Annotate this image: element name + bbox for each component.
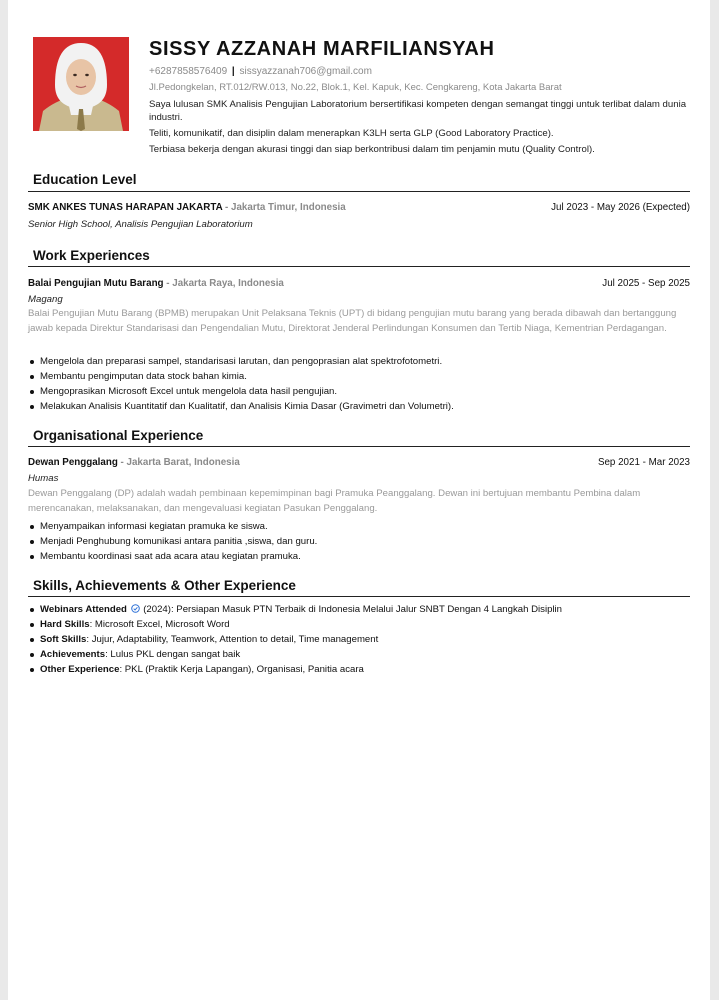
summary-line: Saya lulusan SMK Analisis Pengujian Laboratorium bersertifikasi kompeten dengan semangat tinggi untuk terlibat dalam dunia industri. — [149, 99, 687, 123]
contact-line — [149, 66, 372, 77]
education-dates: Jul 2023 - May 2026 (Expected) — [551, 202, 690, 213]
skill-text: : Microsoft Excel, Microsoft Word — [89, 619, 230, 630]
skills-section-title: Skills, Achievements & Other Experience — [33, 578, 296, 593]
list-item: Membantu pengimputan data stock bahan kimia. — [28, 369, 690, 384]
skill-label: Other Experience — [40, 664, 120, 675]
skill-label: Hard Skills — [40, 619, 90, 630]
summary-line: Terbiasa bekerja dengan akurasi tinggi dan siap berkontribusi dalam tim penjamin mutu (Quality Control). — [149, 144, 595, 155]
organisation-name: Dewan Penggalang — [28, 457, 118, 468]
contact-separator: | — [231, 66, 235, 77]
check-circle-icon — [131, 604, 140, 613]
organisation-bullet-list — [28, 519, 690, 564]
skills-bullet-list — [28, 602, 690, 677]
list-item: Mengelola dan preparasi sampel, standarisasi larutan, dan pengoprasian alat spektrofotometri. — [28, 354, 690, 369]
school-location: - Jakarta Timur, Indonesia — [222, 202, 346, 213]
education-section-title: Education Level — [33, 172, 137, 187]
work-location: - Jakarta Raya, Indonesia — [163, 278, 284, 289]
section-divider — [28, 191, 690, 192]
organisation-role: Humas — [28, 473, 59, 484]
work-entry-header — [28, 278, 690, 289]
list-item: Menjadi Penghubung komunikasi antara panitia ,siswa, dan guru. — [28, 534, 690, 549]
summary-line: Teliti, komunikatif, dan disiplin dalam menerapkan K3LH serta GLP (Good Laboratory Practice). — [149, 128, 554, 139]
skill-text: : PKL (Praktik Kerja Lapangan), Organisasi, Panitia acara — [119, 664, 364, 675]
section-divider — [28, 596, 690, 597]
work-description: Balai Pengujian Mutu Barang (BPMB) merupakan Unit Pelaksana Teknis (UPT) di bidang pengujian mutu barang yang berada dibawah dan bertanggung jawab kepada Direktur Standarisasi dan Pengendalian Mutu, Direktorat Jenderal Perlindungan Konsumen dan Tertib Niaga, Kementrian Perdagangan. — [28, 308, 677, 334]
home-address: Jl.Pedongkelan, RT.012/RW.013, No.22, Blok.1, Kel. Kapuk, Kec. Cengkareng, Kota Jakarta Barat — [149, 82, 562, 93]
education-program: Senior High School, Analisis Pengujian Laboratorium — [28, 219, 253, 230]
list-item — [28, 662, 690, 677]
work-dates: Jul 2025 - Sep 2025 — [602, 278, 690, 289]
list-item — [28, 632, 690, 647]
profile-photo — [33, 37, 129, 131]
school-name: SMK ANKES TUNAS HARAPAN JAKARTA — [28, 202, 223, 213]
work-section-title: Work Experiences — [33, 248, 150, 263]
email-address: sissyazzanah706@gmail.com — [239, 66, 372, 77]
skill-label: Webinars Attended — [40, 604, 127, 615]
organisation-description: Dewan Penggalang (DP) adalah wadah pembinaan kepemimpinan bagi Pramuka Peanggalang. Dewan ini bertujuan membantu Pembina dalam merencanakan, melaksanakan, dan mengevaluasi kegiatan Pasukan Penggalang. — [28, 488, 641, 514]
education-entry-header — [28, 202, 690, 213]
skill-text: (2024): Persiapan Masuk PTN Terbaik di Indonesia Melalui Jalur SNBT Dengan 4 Langkah Disiplin — [140, 604, 563, 615]
list-item: Membantu koordinasi saat ada acara atau kegiatan pramuka. — [28, 549, 690, 564]
work-role: Magang — [28, 294, 63, 305]
organisation-dates: Sep 2021 - Mar 2023 — [597, 457, 690, 468]
skill-label: Soft Skills — [40, 634, 87, 645]
list-item: Mengoprasikan Microsoft Excel untuk mengelola data hasil pengujian. — [28, 384, 690, 399]
list-item: Melakukan Analisis Kuantitatif dan Kualitatif, dan Analisis Kimia Dasar (Gravimetri dan Volumetri). — [28, 399, 690, 414]
section-divider — [28, 446, 690, 447]
section-divider — [28, 266, 690, 267]
work-bullet-list — [28, 354, 690, 414]
profile-photo-illustration — [33, 37, 129, 131]
profile-summary — [149, 98, 689, 159]
skill-text: : Lulus PKL dengan sangat baik — [105, 649, 241, 660]
list-item: Menyampaikan informasi kegiatan pramuka ke siswa. — [28, 519, 690, 534]
candidate-name: SISSY AZZANAH MARFILIANSYAH — [149, 38, 495, 60]
skill-label: Achievements — [40, 649, 106, 660]
organisation-location: - Jakarta Barat, Indonesia — [117, 457, 240, 468]
organisation-entry-header — [28, 457, 690, 468]
skill-text: : Jujur, Adaptability, Teamwork, Attention to detail, Time management — [86, 634, 379, 645]
work-org-name: Balai Pengujian Mutu Barang — [28, 278, 164, 289]
list-item — [28, 617, 690, 632]
phone-number: +6287858576409 — [149, 66, 228, 77]
list-item — [28, 647, 690, 662]
list-item — [28, 602, 690, 617]
resume-header — [8, 0, 710, 165]
resume-page — [8, 0, 710, 1000]
organisation-section-title: Organisational Experience — [33, 428, 204, 443]
